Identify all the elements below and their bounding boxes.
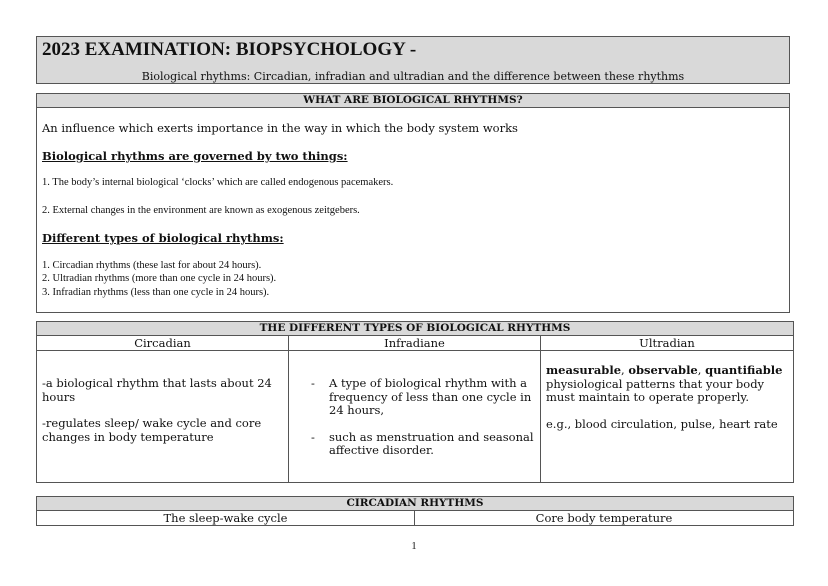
governed-item: 1. The body’s internal biological ‘clocks’ which are called endogenous pacemakers. [42,177,394,188]
infradian-bullet: - A type of biological rhythm with a frequency of less than one cycle in 24 hours, [299,377,535,418]
circadian-cell [42,377,282,444]
separator: , [697,363,706,377]
governed-item: 2. External changes in the environment are known as exogenous zeitgebers. [42,205,360,216]
type-item: 3. Infradian rhythms (less than one cycle in 24 hours). [42,287,270,298]
bold-term: quantifiable [705,363,783,377]
title-box [36,36,790,84]
circadian-text: -regulates sleep/ wake cycle and core changes in body temperature [42,416,262,444]
circadian-text: -a biological rhythm that lasts about 24 hours [42,376,272,404]
separator: , [621,363,629,377]
ultradian-cell [546,364,786,431]
column-header-ultradian: Ultradian [639,336,695,350]
column-header-infradian: Infradiane [384,336,445,350]
divider [37,350,793,351]
circadian-table-heading: CIRCADIAN RHYTHMS [37,497,793,511]
ultradian-example: e.g., blood circulation, pulse, heart rate [546,416,778,431]
bold-term: observable [628,363,698,377]
page-subtitle: Biological rhythms: Circadian, infradian and ultradian and the difference between these rhythms [141,70,685,83]
types-table-heading: THE DIFFERENT TYPES OF BIOLOGICAL RHYTHMS [37,322,793,336]
column-divider [288,336,289,482]
column-divider [540,336,541,482]
column-header-core-temp: Core body temperature [535,511,673,525]
circadian-table [36,496,794,526]
definition-text: An influence which exerts importance in the way in which the body system works [42,121,518,135]
column-header-circadian: Circadian [134,336,191,350]
page-number: 1 [411,541,417,552]
what-section [36,93,790,313]
type-item: 1. Circadian rhythms (these last for about 24 hours). [42,260,262,271]
type-item: 2. Ultradian rhythms (more than one cycle in 24 hours). [42,273,277,284]
page-title: 2023 EXAMINATION: BIOPSYCHOLOGY - [42,39,417,60]
column-header-sleep-wake: The sleep-wake cycle [163,511,288,525]
types-table [36,321,794,483]
infradian-bullet: - such as menstruation and seasonal affective disorder. [299,431,535,458]
infradian-cell [299,377,535,471]
governed-heading: Biological rhythms are governed by two things: [42,149,348,163]
types-heading: Different types of biological rhythms: [42,231,284,245]
bold-term: measurable [546,363,622,377]
what-heading: WHAT ARE BIOLOGICAL RHYTHMS? [37,94,789,108]
ultradian-text: physiological patterns that your body must maintain to operate properly. [546,376,765,404]
